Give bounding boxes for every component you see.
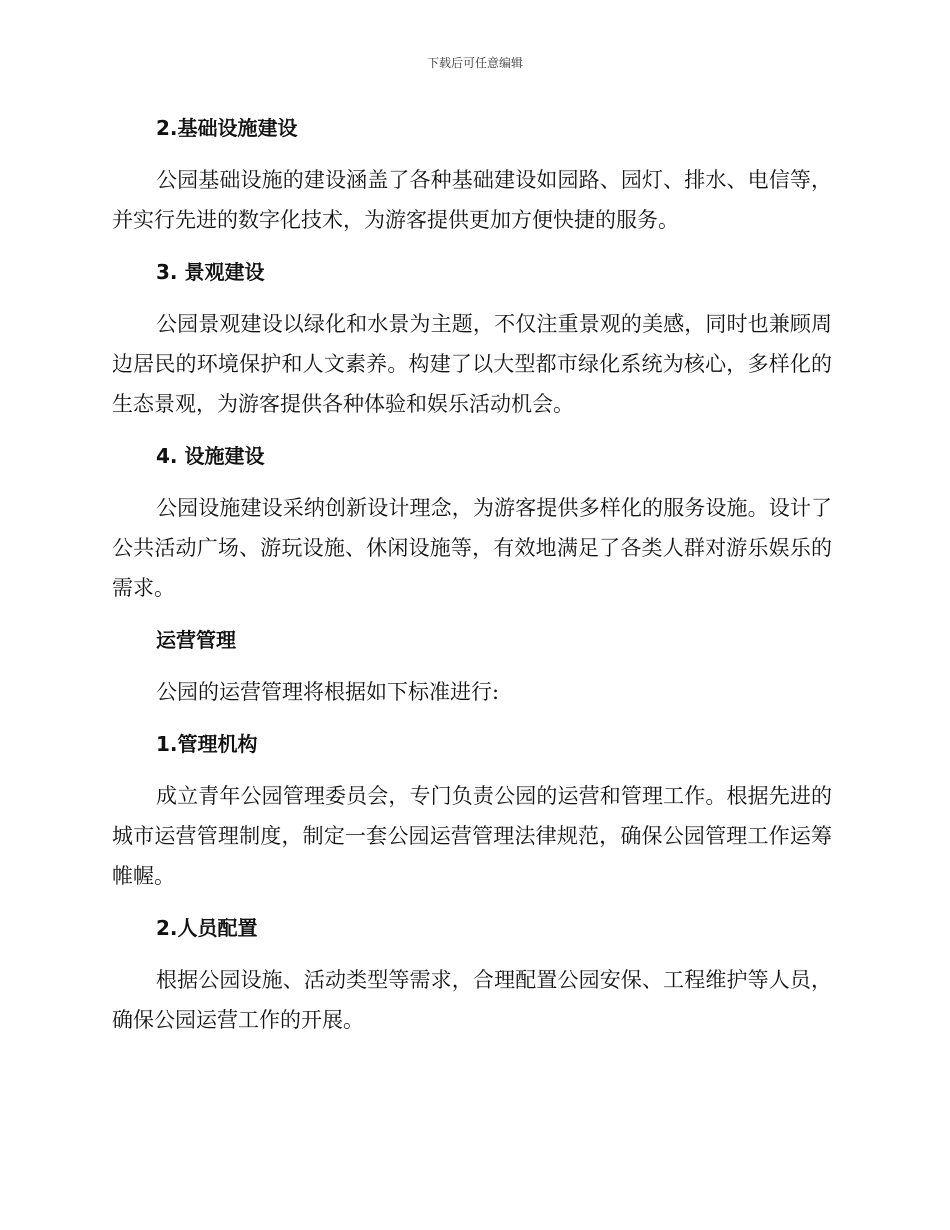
section-body-infrastructure: 公园基础设施的建设涵盖了各种基础建设如园路、园灯、排水、电信等，并实行先进的数字化技术，为游客提供更加方便快捷的服务。 <box>112 168 832 232</box>
section-heading-infrastructure: 2.基础设施建设 <box>156 116 298 140</box>
section-body-staffing: 根据公园设施、活动类型等需求，合理配置公园安保、工程维护等人员，确保公园运营工作的开展。 <box>112 968 832 1032</box>
section-heading-staffing: 2.人员配置 <box>156 916 258 940</box>
document-content <box>112 108 832 1040</box>
section-body-landscape: 公园景观建设以绿化和水景为主题，不仅注重景观的美感，同时也兼顾周边居民的环境保护和人文素养。构建了以大型都市绿化系统为核心，多样化的生态景观，为游客提供各种体验和娱乐活动机会。 <box>112 312 832 416</box>
section-heading-landscape: 3. 景观建设 <box>156 260 265 284</box>
section-body-facilities: 公园设施建设采纳创新设计理念，为游客提供多样化的服务设施。设计了公共活动广场、游玩设施、休闲设施等，有效地满足了各类人群对游乐娱乐的需求。 <box>112 496 832 600</box>
section-body-operations: 公园的运营管理将根据如下标准进行: <box>156 680 500 704</box>
section-body-management-body: 成立青年公园管理委员会，专门负责公园的运营和管理工作。根据先进的城市运营管理制度，制定一套公园运营管理法律规范，确保公园管理工作运筹帷幄。 <box>112 784 832 888</box>
header-note: 下载后可任意编辑 <box>426 56 523 70</box>
section-heading-facilities: 4. 设施建设 <box>156 444 265 468</box>
section-heading-operations: 运营管理 <box>156 628 236 652</box>
section-heading-management-body: 1.管理机构 <box>156 732 258 756</box>
